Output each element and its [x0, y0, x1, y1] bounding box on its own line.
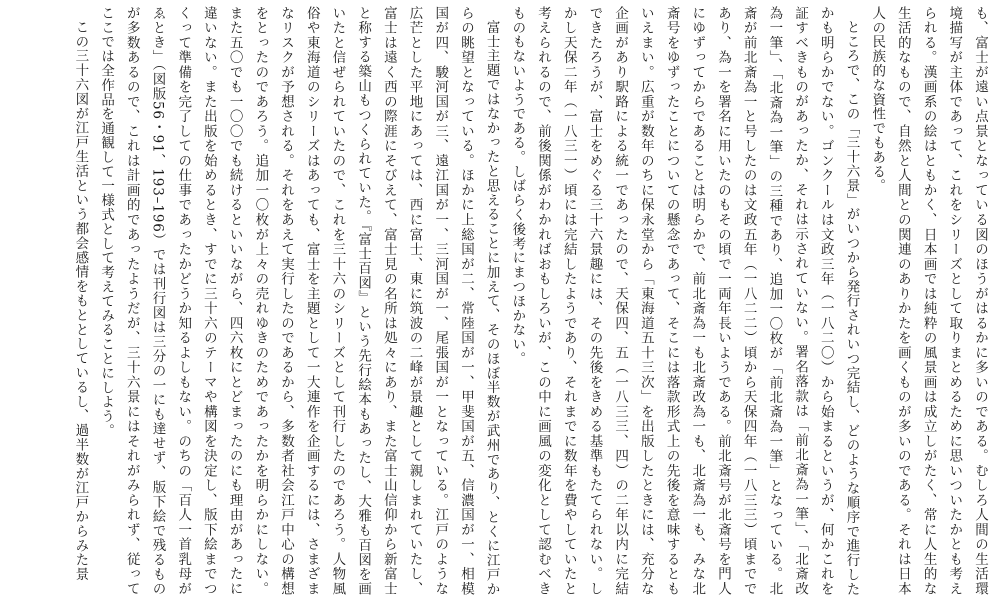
- paragraph: ところで、この「三十六景」がいつから発行されいつ完結し、どのような順序で進行したかも明らかでない。ゴンクールは文政三年（一八二〇）から始まるというが、何かこれを証すべきものがあったか、それは示されていない。署名落款は「前北斎為一筆」、「北斎改為一筆」、「北斎為一筆」の三種であり、追加一〇枚が「前北斎為一筆」となっている。北斎が前北斎為一と号したのは文政五年（一八二二）頃から天保四年（一八三三）頃までであり、為一を署名に用いたのもその頃で一両年長いようである。前北斎号が北斎号を門人にゆずってからであることは明らかで、前北斎為一も北斎改為一も、北斎為一も、みな北斎号をゆずったことについての懸念であって、そこには落款形式上の先後を意味するともいえまい。広重が数年のちに保永堂から「東海道五十三次」を出版したときには、充分な企画があり駅路による統一であったので、天保四、五（一八三三、四）の二年以内に完結できたろうが、富士をめぐる三十六景趣には、その先後をきめる基準もたてられない。しかし天保二年（一八三一）頃には完結したようであり、それまでに数年を費やしていたと考えられるので、前後関係がわかればおもしろいが、この中に画風の変化として認むべきものもないようである。しばらく後考にまつほかない。: [509, 6, 860, 596]
- vertical-text-body: [8, 6, 992, 596]
- paragraph: 富士主題ではなかったと思えることに加えて、そのほぼ半数が武州であり、とくに江戸からの眺望となっている。ほかに上総国が二、常陸国が一、甲斐国が五、信濃国が一、相模国が四、駿河国が三、遠江国が一、三河国が一、尾張国が一となっている。江戸のような広芒とした平地にあっては、西に富士、東に筑波の二峰が景趣として親しまれていたし、富士は遠く西の際涯にそびえて、富士見の名所は処々にあり、また富士山信仰から新富士と称する築山もつくられていた。『富士百図』という先行絵本もあったし、大雅も百図を画いたと信ぜられていたので、これを三十六のシリーズとして刊行したのであろう。人物風俗や東海道のシリーズはあっても、富士を主題として一大連作を企画するには、さまざまなリスクが予想される。それをあえて実行したのであるから、多数者社会江戸中心の構想をとったのであろう。追加一〇枚が上々の売れゆきのためであったかを明らかにしない。また五〇でも一〇〇でも続けるといいながら、四六枚にとどまったのにも理由があったに違いない。また出版を始めるとき、すでに三十六のテーマや構図を決定し、版下絵までつくって準備を完了しての仕事であったかどうか知るよしもない。のちの「百人一首乳母がゑとき」（図版56・91、193–196）では刊行図は三分の一にも達せず、版下絵で残るものが多数あるので、これは計画的であったようだが、三十六景にはそれがみられず、従ってここでは全作品を通観して一様式として考えてみることにしよう。: [98, 6, 500, 596]
- paragraph: も、富士が遠い点景となっている図のほうがはるかに多いのである。むしろ人間の生活環境描写が主体であって、これをシリーズとして取りまとめるために思いついたかとも考えられる。漢画系の絵はともかく、日本画では純粋の風景画は成立しがたく、常に人生的な生活的なもので、自然と人間との関連のありかたを画くものが多いのである。それは日本人の民族的な資性でもある。: [869, 6, 988, 596]
- paragraph: この三十六図が江戸生活という都会感情をもととしているし、過半数が江戸からみた景: [72, 19, 89, 582]
